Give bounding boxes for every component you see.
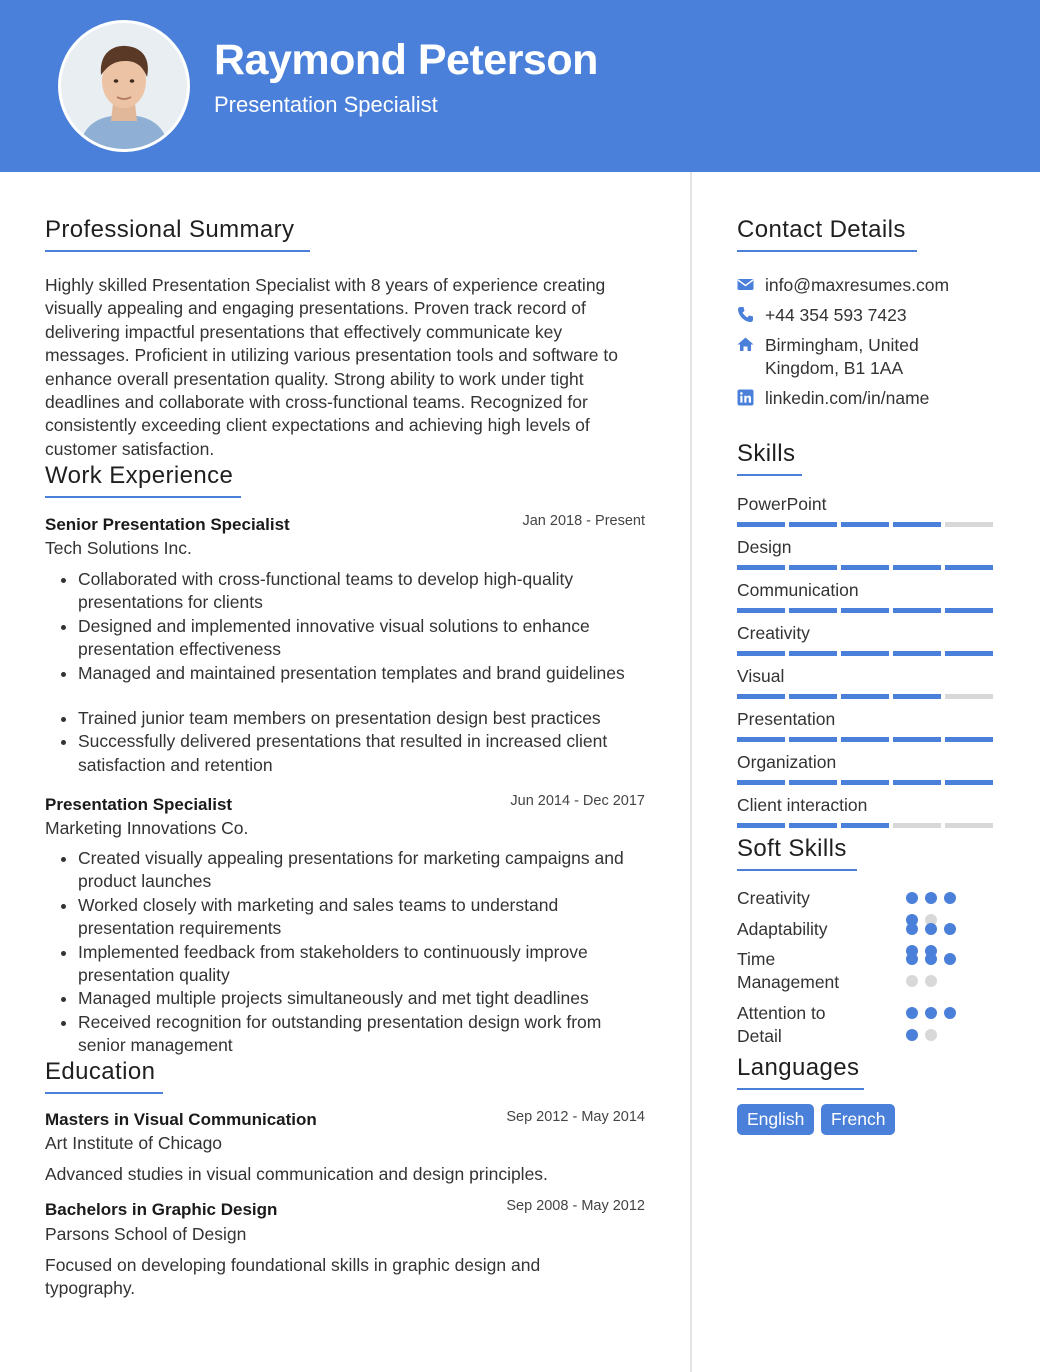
skill-name: Client interaction: [737, 795, 868, 815]
skill-bar-segment: [893, 737, 941, 742]
rating-dot: [906, 975, 918, 987]
column-divider: [690, 172, 692, 1372]
rating-dot: [925, 923, 937, 935]
rating-dot: [944, 953, 956, 965]
skill-name: PowerPoint: [737, 494, 827, 514]
rating-dot: [906, 953, 918, 965]
soft-skill-name: Time Management: [737, 949, 840, 993]
rating-dot: [925, 1029, 937, 1041]
skill-bar-segment: [893, 651, 941, 656]
skill-bar-segment: [789, 737, 837, 742]
skill-level-bar: [737, 565, 993, 571]
skill-bar-segment: [737, 737, 785, 742]
skill-bar-segment: [841, 780, 889, 785]
home-icon: [737, 336, 754, 353]
phone-text: +44 354 593 7423: [765, 305, 907, 325]
rating-dot: [925, 1007, 937, 1019]
job-title: Senior Presentation Specialist: [45, 515, 290, 534]
skill-bar-segment: [945, 823, 993, 828]
language-badge: English: [737, 1104, 814, 1135]
skill-bar-segment: [737, 565, 785, 570]
job-bullets: [59, 568, 649, 777]
linkedin-text: linkedin.com/in/name: [765, 388, 930, 408]
job-bullets: [59, 847, 649, 1058]
person-portrait-icon: [61, 23, 187, 149]
skill-bar-segment: [893, 522, 941, 527]
phone-icon: [737, 306, 754, 323]
resume-header: [0, 0, 1040, 172]
education-description: Focused on developing foundational skills in graphic design and typography.: [45, 1255, 541, 1299]
school-name: Parsons School of Design: [45, 1224, 247, 1244]
skill-bar-segment: [893, 565, 941, 570]
skill-level-bar: [737, 608, 993, 614]
job-title: Presentation Specialist: [45, 795, 233, 814]
language-badge: French: [821, 1104, 895, 1135]
skill-name: Design: [737, 537, 792, 557]
education-description: Advanced studies in visual communication and design principles.: [45, 1164, 548, 1184]
job-date: Jun 2014 - Dec 2017: [510, 793, 645, 809]
skill-bar-segment: [841, 737, 889, 742]
skill-level-bar: [737, 651, 993, 657]
skill-level-bar: [737, 694, 993, 700]
list-item: Trained junior team members on presentation design best practices: [59, 707, 649, 730]
skill-bar-segment: [789, 608, 837, 613]
linkedin-icon: [737, 389, 754, 406]
skill-name: Creativity: [737, 623, 810, 643]
skill-bar-segment: [841, 522, 889, 527]
skill-name: Organization: [737, 752, 837, 772]
email-text: info@maxresumes.com: [765, 275, 950, 295]
skill-bar-segment: [841, 565, 889, 570]
skill-bar-segment: [893, 694, 941, 699]
skill-bar-segment: [789, 780, 837, 785]
skill-bar-segment: [737, 823, 785, 828]
skill-bar-segment: [945, 694, 993, 699]
soft-skill-name: Adaptability: [737, 919, 828, 939]
languages-heading: Languages: [737, 1054, 864, 1090]
list-item: Received recognition for outstanding presentation design work from senior management: [59, 1011, 649, 1058]
skill-level-bar: [737, 780, 993, 786]
list-item: Managed multiple projects simultaneously and met tight deadlines: [59, 987, 649, 1010]
skill-level-bar: [737, 823, 993, 829]
skills-heading: Skills: [737, 440, 802, 476]
job-company: Marketing Innovations Co.: [45, 818, 249, 838]
skill-bar-segment: [841, 694, 889, 699]
experience-heading: Work Experience: [45, 462, 241, 498]
skill-bar-segment: [737, 608, 785, 613]
skill-bar-segment: [841, 823, 889, 828]
skill-bar-segment: [945, 737, 993, 742]
job-company: Tech Solutions Inc.: [45, 538, 192, 558]
degree-title: Masters in Visual Communication: [45, 1110, 317, 1129]
profile-photo: [58, 20, 190, 152]
skill-bar-segment: [893, 823, 941, 828]
address-text: Birmingham, United Kingdom, B1 1AA: [765, 335, 919, 379]
skill-bar-segment: [789, 651, 837, 656]
skill-bar-segment: [789, 565, 837, 570]
skill-bar-segment: [841, 608, 889, 613]
skill-bar-segment: [945, 780, 993, 785]
rating-dot: [925, 953, 937, 965]
skill-level-bar: [737, 737, 993, 743]
skill-bar-segment: [789, 823, 837, 828]
skill-bar-segment: [893, 608, 941, 613]
education-date: Sep 2008 - May 2012: [506, 1198, 645, 1214]
rating-dot: [906, 1007, 918, 1019]
list-item: Designed and implemented innovative visual solutions to enhance presentation effectiveness: [59, 615, 649, 662]
skill-bar-segment: [945, 651, 993, 656]
skill-bar-segment: [737, 651, 785, 656]
skill-name: Communication: [737, 580, 859, 600]
job-date: Jan 2018 - Present: [522, 513, 645, 529]
rating-dot: [944, 923, 956, 935]
school-name: Art Institute of Chicago: [45, 1133, 223, 1153]
soft-skill-name: Attention to Detail: [737, 1003, 826, 1047]
skill-name: Visual: [737, 666, 785, 686]
list-item: Collaborated with cross-functional teams to develop high-quality presentations for clients: [59, 568, 649, 615]
contact-heading: Contact Details: [737, 216, 917, 252]
rating-dot: [906, 1029, 918, 1041]
skill-bar-segment: [841, 651, 889, 656]
skill-level-bar: [737, 522, 993, 528]
degree-title: Bachelors in Graphic Design: [45, 1200, 278, 1219]
skill-bar-segment: [893, 780, 941, 785]
skill-name: Presentation: [737, 709, 836, 729]
list-item: Created visually appealing presentations for marketing campaigns and product launches: [59, 847, 649, 894]
skill-bar-segment: [737, 522, 785, 527]
contact-address: [737, 334, 997, 382]
skill-bar-segment: [945, 565, 993, 570]
soft-skill-rating: [906, 1007, 978, 1051]
skill-bar-segment: [789, 522, 837, 527]
rating-dot: [944, 892, 956, 904]
candidate-name: Raymond Peterson: [214, 36, 598, 84]
skill-bar-segment: [737, 694, 785, 699]
education-date: Sep 2012 - May 2014: [506, 1109, 645, 1125]
envelope-icon: [737, 276, 754, 293]
list-item: Managed and maintained presentation templates and brand guidelines: [59, 662, 649, 685]
rating-dot: [925, 892, 937, 904]
rating-dot: [925, 975, 937, 987]
soft-skill-rating: [906, 953, 978, 997]
rating-dot: [906, 923, 918, 935]
list-item: Successfully delivered presentations that resulted in increased client satisfaction and retention: [59, 730, 649, 777]
list-item: Worked closely with marketing and sales teams to understand presentation requirements: [59, 894, 649, 941]
soft-skills-heading: Soft Skills: [737, 835, 857, 871]
summary-text: Highly skilled Presentation Specialist with 8 years of experience creating visually appealing and engaging presentations. Proven track record of delivering impactful presentations that effectively communicate key messages. Proficient in utilizing various presentation tools and software to enhance overall presentation quality. Strong ability to work under tight deadlines and collaborate with cross-functional teams. Recognized for consistently exceeding client expectations and achieving high levels of customer satisfaction.: [45, 275, 618, 459]
skill-bar-segment: [945, 522, 993, 527]
skill-bar-segment: [737, 780, 785, 785]
candidate-title: Presentation Specialist: [214, 92, 438, 117]
rating-dot: [944, 1007, 956, 1019]
rating-dot: [906, 892, 918, 904]
summary-heading: Professional Summary: [45, 216, 310, 252]
soft-skill-name: Creativity: [737, 888, 810, 908]
skill-bar-segment: [945, 608, 993, 613]
list-item: Implemented feedback from stakeholders to continuously improve presentation quality: [59, 941, 649, 988]
skill-bar-segment: [789, 694, 837, 699]
education-heading: Education: [45, 1058, 163, 1094]
